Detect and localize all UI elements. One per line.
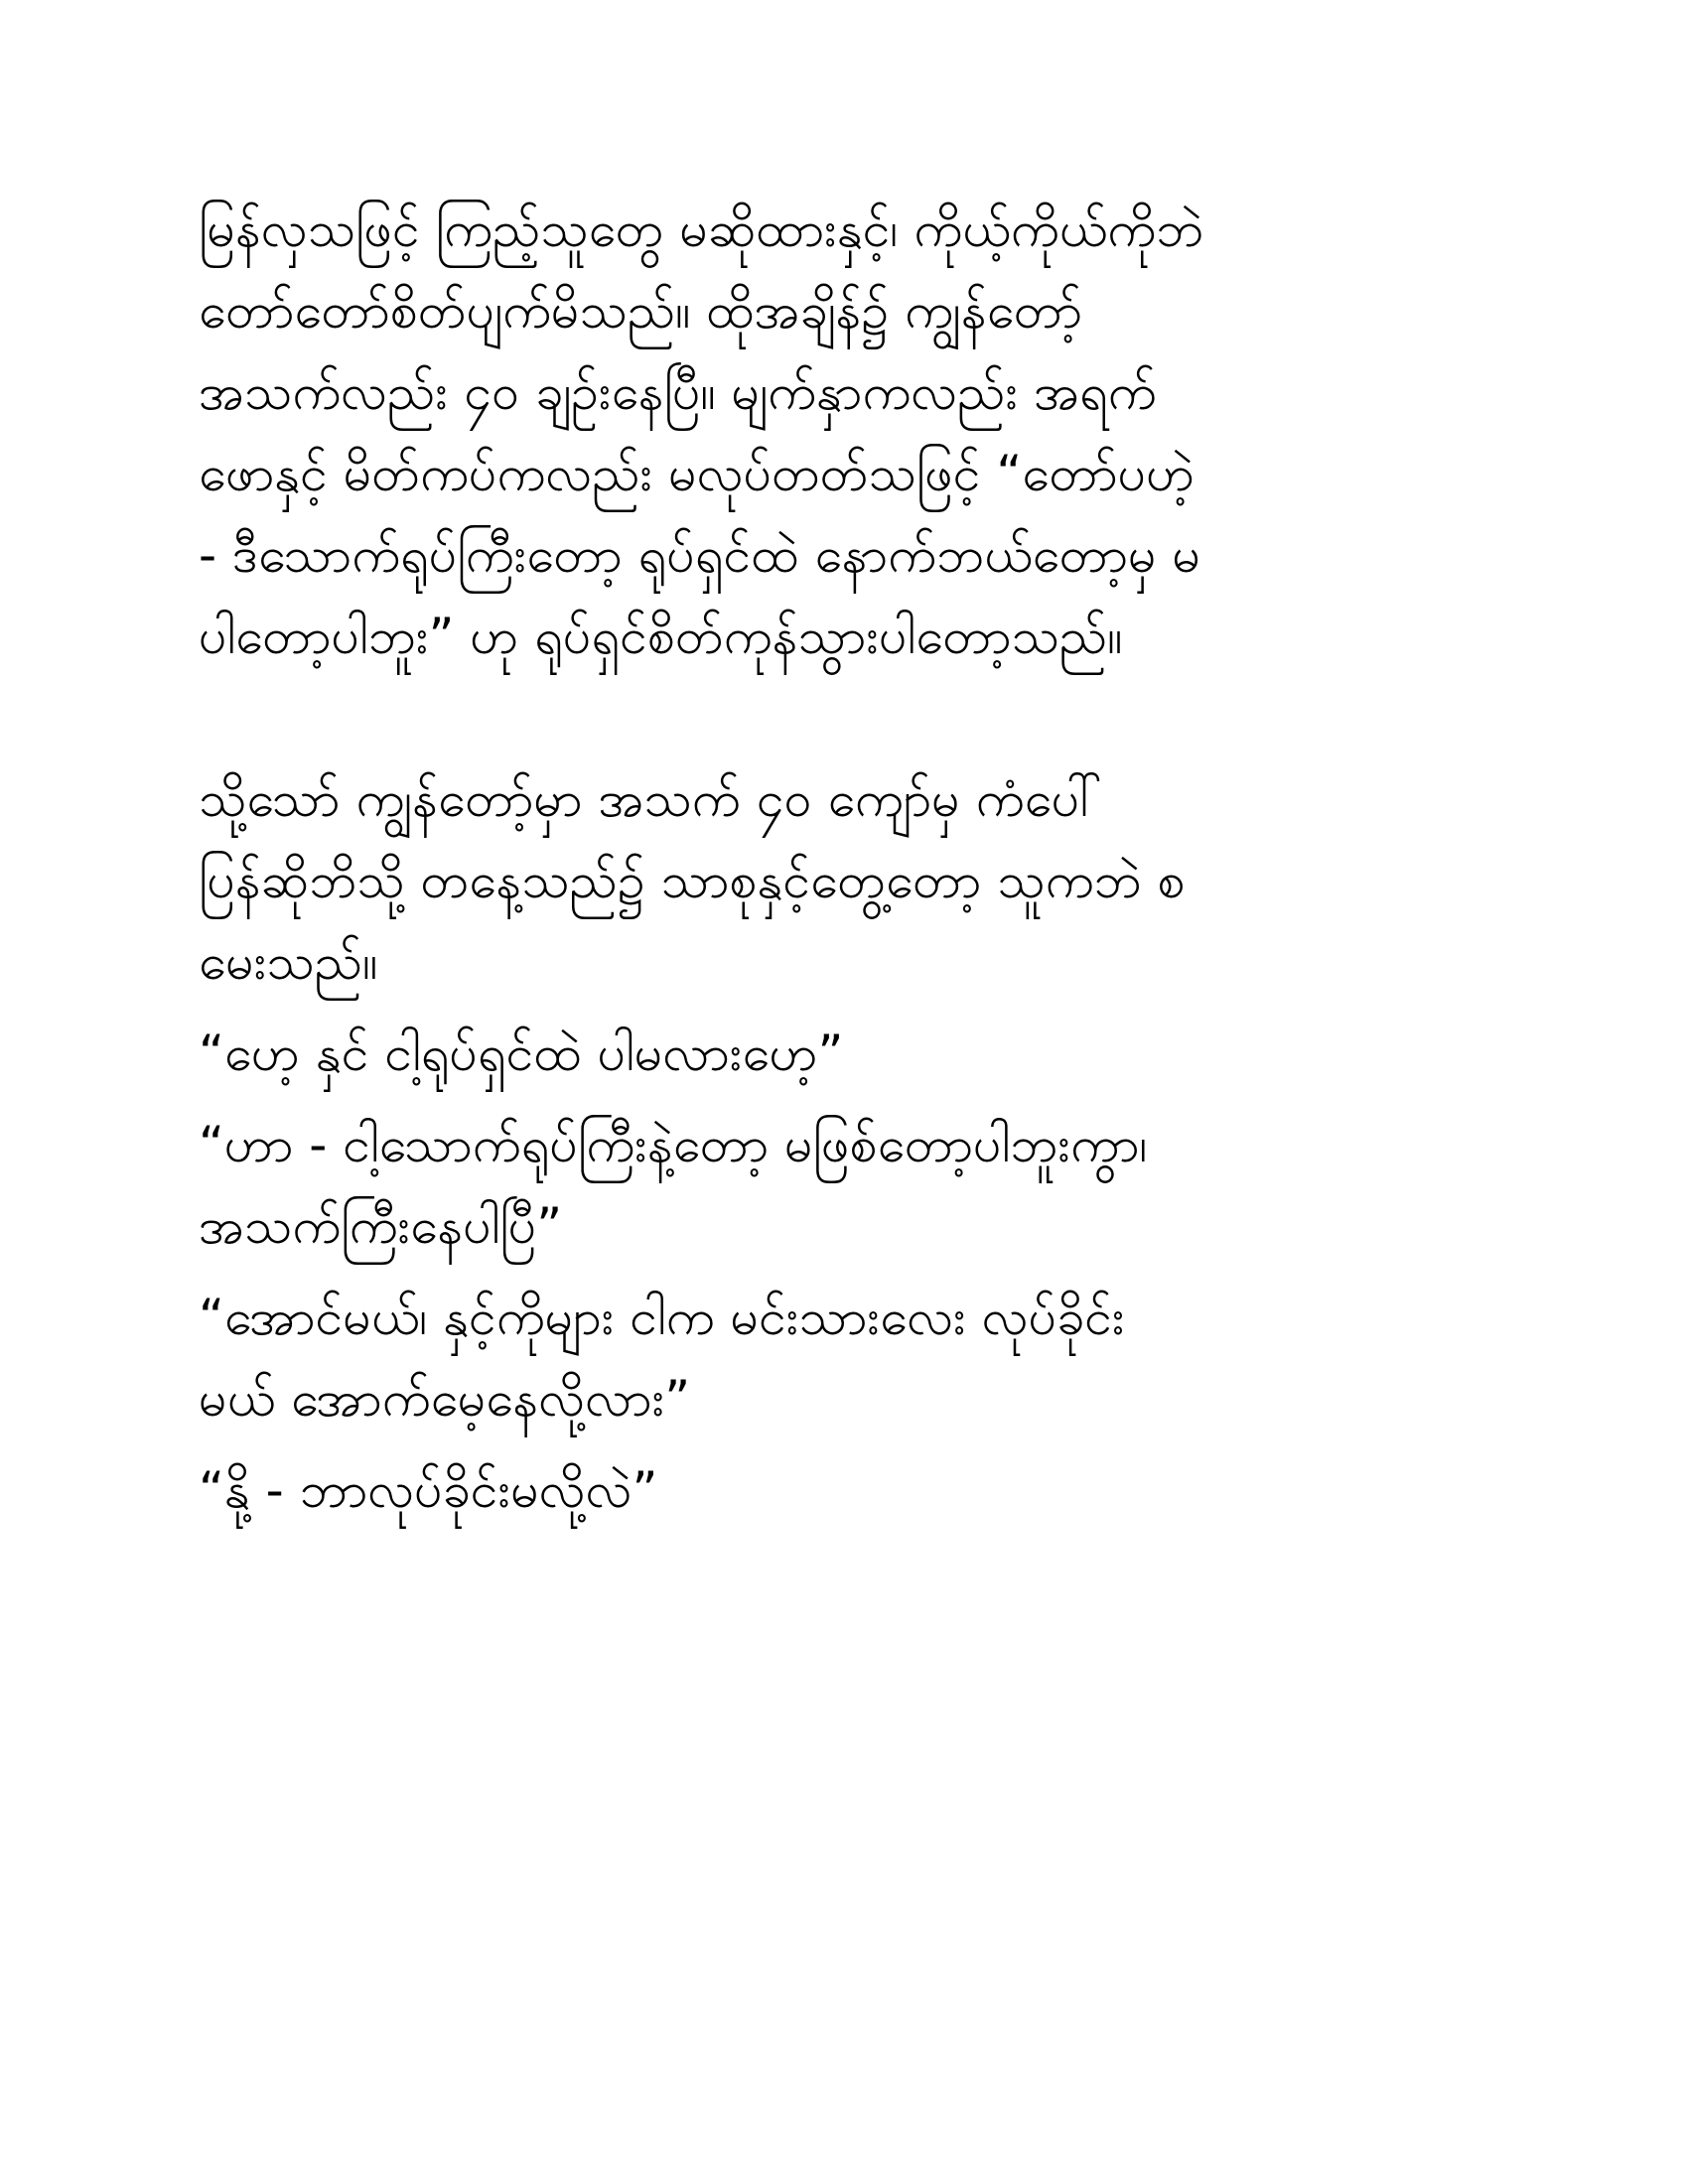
paragraph-line: ပါတော့ပါဘူး” ဟု ရုပ်ရှင်စိတ်ကုန်သွားပါတော့သည်။ [199,608,1123,665]
dialogue-line-3 [199,1277,1519,1439]
document-page [199,189,1519,1541]
paragraph-line: တော်တော်စိတ်ပျက်မိသည်။ ထိုအချိန်၌ ကျွန်တော့် [199,282,1083,340]
paragraph-line: - ဒီသောက်ရုပ်ကြီးတော့ ရုပ်ရှင်ထဲ နောက်ဘယ်တော့မှ မ [199,526,1201,584]
paragraph-line: ပြန်ဆိုဘိသို့ တနေ့သည်၌ သာစုနှင့်တွေ့တော့ သူကဘဲ စ [199,852,1186,909]
dialogue-section [199,1013,1519,1531]
paragraph-1 [199,189,1519,677]
dialogue-text: “နို့ - ဘာလုပ်ခိုင်းမလို့လဲ” [199,1461,658,1519]
paragraph-line: မြန်လှသဖြင့် ကြည့်သူတွေ မဆိုထားနှင့်၊ ကိုယ့်ကိုယ်ကိုဘဲ [199,201,1204,258]
paragraph-line: ဖောနှင့် မိတ်ကပ်ကလည်း မလုပ်တတ်သဖြင့် “တော်ပဟဲ့ [199,445,1196,502]
dialogue-text: မယ် အောက်မေ့နေလို့လား” [199,1370,691,1428]
paragraph-line: မေးသည်။ [199,933,378,991]
paragraph-line: အသက်လည်း ၄၀ ချဉ်းနေပြီ။ မျက်နှာကလည်း အရက် [199,363,1157,421]
paragraph-2 [199,758,1519,1003]
dialogue-text: “ဟာ - ငါ့သောက်ရုပ်ကြီးနဲ့တော့ မဖြစ်တော့ပါဘူးကွာ၊ [199,1116,1148,1173]
paragraph-line: သို့သော် ကျွန်တော့်မှာ အသက် ၄၀ ကျော်မှ ကံပေါ် [199,770,1102,828]
dialogue-line-4 [199,1449,1519,1531]
dialogue-line-2 [199,1104,1519,1267]
dialogue-line-1 [199,1013,1519,1094]
dialogue-text: “အောင်မယ်၊ နှင့်ကိုများ ငါက မင်းသားလေး လုပ်ခိုင်း [199,1289,1125,1346]
dialogue-text: “ဟေ့ နှင် ငါ့ရုပ်ရှင်ထဲ ပါမလားဟေ့” [199,1024,844,1082]
dialogue-text: အသက်ကြီးနေပါပြီ” [199,1197,563,1255]
